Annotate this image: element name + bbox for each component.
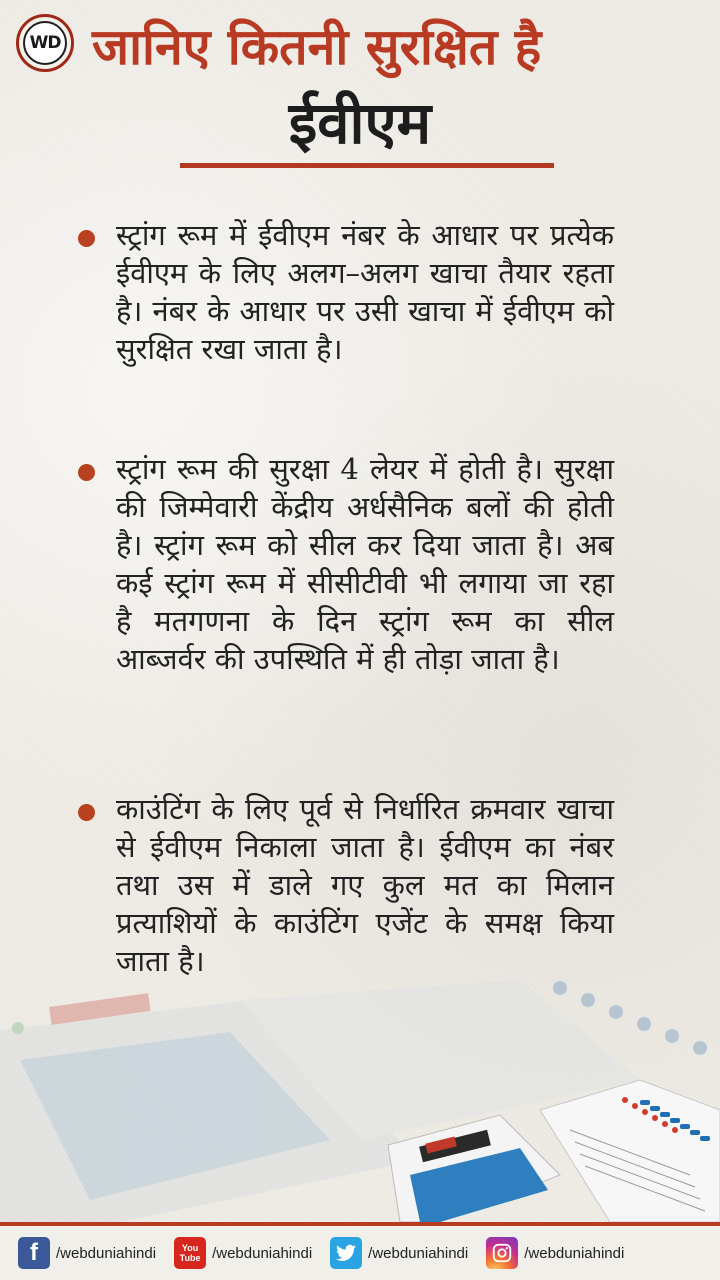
facebook-link[interactable] [18, 1237, 156, 1269]
twitter-icon [330, 1237, 362, 1269]
info-point [78, 216, 618, 368]
social-footer [0, 1226, 720, 1280]
info-point [78, 450, 618, 678]
facebook-handle: /webduniahindi [56, 1244, 157, 1262]
instagram-link[interactable] [486, 1237, 624, 1269]
info-point-text: स्ट्रांग रूम में ईवीएम नंबर के आधार पर प्रत्येक ईवीएम के लिए अलग–अलग खाचा तैयार रहता है। नंबर के आधार पर उसी खाचा में ईवीएम को सुरक्षित रखा जाता है। [116, 218, 614, 366]
info-point-text: काउंटिंग के लिए पूर्व से निर्धारित क्रमवार खाचा से ईवीएम निकाला जाता है। ईवीएम का नंबर तथा उस में डाले गए कुल मत का मिलान प्रत्याशियों के काउंटिंग एजेंट के समक्ष किया जाता है। [116, 792, 614, 978]
bullet-icon [78, 464, 95, 481]
youtube-handle: /webduniahindi [212, 1244, 313, 1262]
page-title: जानिए कितनी सुरक्षित है [92, 18, 542, 76]
ballot-unit-graphic [540, 1080, 720, 1222]
twitter-link[interactable] [330, 1237, 468, 1269]
bullet-icon [78, 230, 95, 247]
youtube-icon [174, 1237, 206, 1269]
facebook-icon: f [18, 1237, 50, 1269]
info-point [78, 790, 618, 980]
evm-illustration [0, 960, 720, 1222]
youtube-link[interactable] [174, 1237, 312, 1269]
page-subtitle: ईवीएम [288, 89, 432, 157]
bullet-icon [78, 804, 95, 821]
logo-text: WD [23, 21, 67, 65]
instagram-icon [486, 1237, 518, 1269]
webdunia-logo [16, 14, 74, 72]
youtube-icon-text-bottom: Tube [179, 1253, 201, 1263]
title-underline [180, 163, 554, 168]
twitter-handle: /webduniahindi [368, 1244, 469, 1262]
instagram-handle: /webduniahindi [524, 1244, 625, 1262]
youtube-icon-text-top: You [181, 1243, 199, 1253]
control-unit-graphic [388, 1115, 560, 1222]
info-point-text: स्ट्रांग रूम की सुरक्षा 4 लेयर में होती है। सुरक्षा की जिम्मेवारी केंद्रीय अर्धसैनिक बलों की होती है। स्ट्रांग रूम को सील कर दिया जाता है। अब कई स्ट्रांग रूम में सीसीटीवी भी लगाया जा रहा है मतगणना के दिन स्ट्रांग रूम का सील आब्जर्वर की उपस्थिति में ही तोड़ा जाता है। [116, 452, 614, 676]
